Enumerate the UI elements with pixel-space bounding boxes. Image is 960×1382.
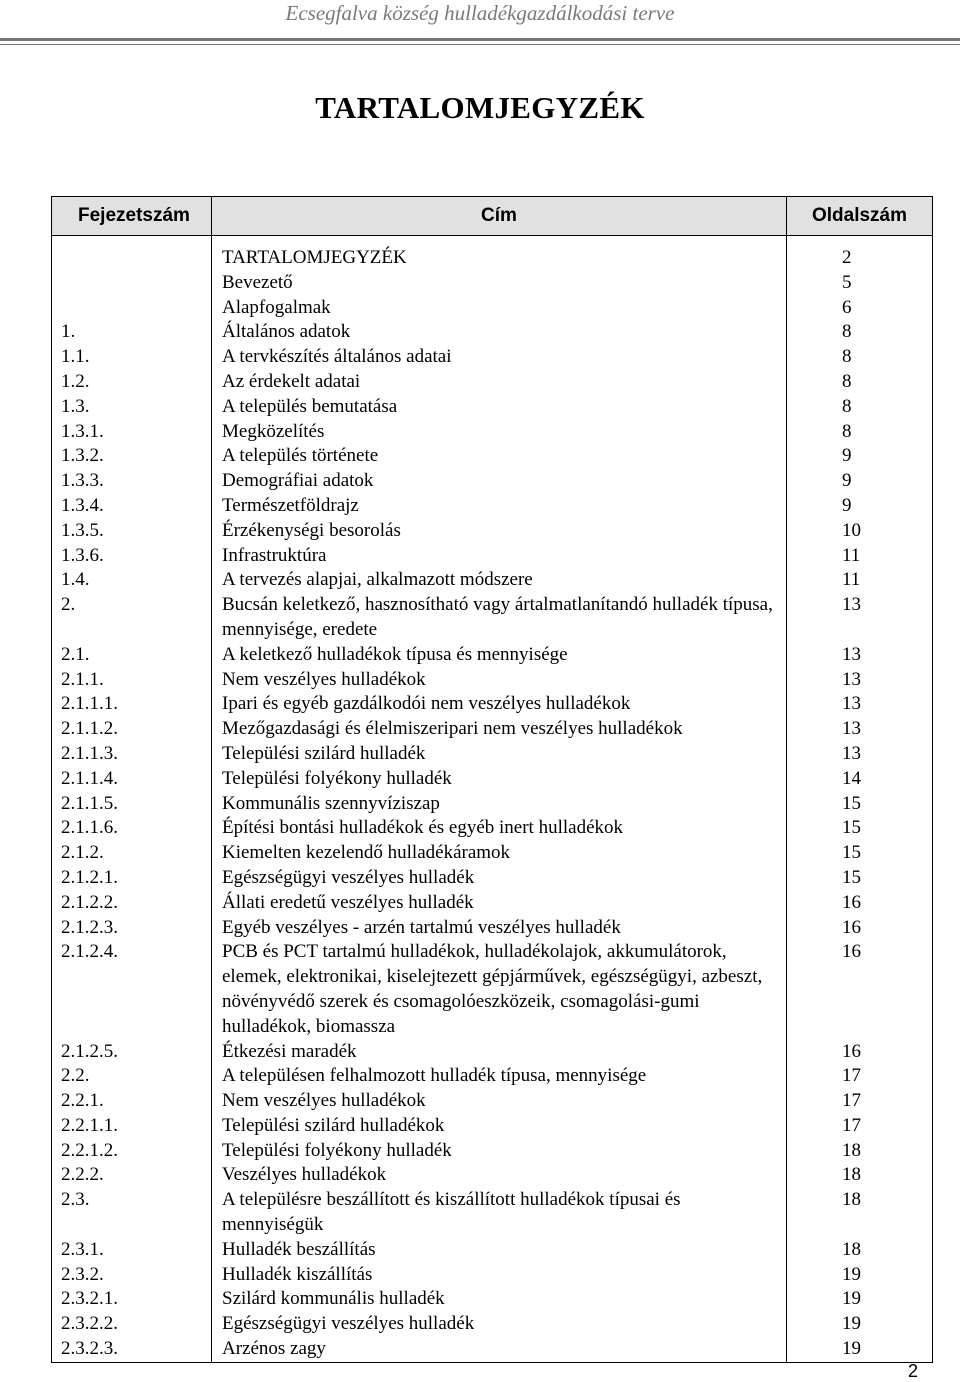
toc-chapter-number: 2.1.2.2. bbox=[52, 891, 212, 916]
toc-chapter-number: 1.3.6. bbox=[52, 544, 212, 569]
toc-page-number: 6 bbox=[787, 296, 933, 321]
toc-page-number: 17 bbox=[787, 1114, 933, 1139]
toc-row bbox=[52, 1238, 933, 1263]
toc-row bbox=[52, 1337, 933, 1362]
toc-entry-title: Egyéb veszélyes - arzén tartalmú veszélyes hulladék bbox=[212, 916, 787, 941]
toc-chapter-number: 2.1.2.1. bbox=[52, 866, 212, 891]
toc-row bbox=[52, 767, 933, 792]
toc-chapter-number: 2.2.1.2. bbox=[52, 1139, 212, 1164]
toc-row bbox=[52, 345, 933, 370]
toc-row bbox=[52, 792, 933, 817]
toc-row bbox=[52, 1114, 933, 1139]
toc-entry-title: Megközelítés bbox=[212, 420, 787, 445]
toc-chapter-number: 2.1.1.5. bbox=[52, 792, 212, 817]
toc-row bbox=[52, 370, 933, 395]
toc-page-number: 16 bbox=[787, 940, 933, 1039]
toc-row bbox=[52, 519, 933, 544]
toc-page-number: 8 bbox=[787, 420, 933, 445]
toc-entry-title: Települési folyékony hulladék bbox=[212, 1139, 787, 1164]
toc-body bbox=[52, 236, 933, 1363]
toc-chapter-number: 1.3.3. bbox=[52, 469, 212, 494]
header-rule bbox=[0, 38, 960, 41]
toc-entry-title: A település bemutatása bbox=[212, 395, 787, 420]
toc-chapter-number bbox=[52, 271, 212, 296]
column-header-chapter: Fejezetszám bbox=[52, 197, 212, 236]
toc-page-number: 10 bbox=[787, 519, 933, 544]
toc-row bbox=[52, 246, 933, 271]
toc-page-number: 15 bbox=[787, 866, 933, 891]
toc-chapter-number: 2.1.1.2. bbox=[52, 717, 212, 742]
toc-entry-title: PCB és PCT tartalmú hulladékok, hulladékolajok, akkumulátorok, elemek, elektronikai, kiselejtezett gépjárművek, egészségügyi, azbeszt, növényvédő szerek és csomagolóeszközeik, csomagolási-gumi hulladékok, biomassza bbox=[212, 940, 787, 1039]
toc-page-number: 11 bbox=[787, 568, 933, 593]
toc-entry-title: Állati eredetű veszélyes hulladék bbox=[212, 891, 787, 916]
toc-page-number: 16 bbox=[787, 891, 933, 916]
toc-page-number: 13 bbox=[787, 668, 933, 693]
toc-entry-title: Egészségügyi veszélyes hulladék bbox=[212, 1312, 787, 1337]
toc-chapter-number: 2.1.2.4. bbox=[52, 940, 212, 1039]
running-header: Ecsegfalva község hulladékgazdálkodási terve bbox=[285, 1, 675, 25]
toc-entry-title: Szilárd kommunális hulladék bbox=[212, 1287, 787, 1312]
toc-row bbox=[52, 1312, 933, 1337]
toc-chapter-number: 2.2.1. bbox=[52, 1089, 212, 1114]
toc-page-number: 17 bbox=[787, 1089, 933, 1114]
toc-row bbox=[52, 1163, 933, 1188]
toc-page-number: 16 bbox=[787, 916, 933, 941]
toc-chapter-number: 2.1.1.6. bbox=[52, 816, 212, 841]
toc-row bbox=[52, 395, 933, 420]
toc-row bbox=[52, 866, 933, 891]
toc-page-number: 13 bbox=[787, 692, 933, 717]
toc-page-number: 14 bbox=[787, 767, 933, 792]
toc-chapter-number: 2.1.1. bbox=[52, 668, 212, 693]
toc-page-number: 15 bbox=[787, 792, 933, 817]
toc-row bbox=[52, 1139, 933, 1164]
toc-page-number: 9 bbox=[787, 469, 933, 494]
toc-page-number: 11 bbox=[787, 544, 933, 569]
toc-row bbox=[52, 668, 933, 693]
toc-row bbox=[52, 940, 933, 1039]
toc-entry-title: Veszélyes hulladékok bbox=[212, 1163, 787, 1188]
toc-page-number: 8 bbox=[787, 395, 933, 420]
toc-entry-title: Települési folyékony hulladék bbox=[212, 767, 787, 792]
toc-row bbox=[52, 1287, 933, 1312]
toc-entry-title: Demográfiai adatok bbox=[212, 469, 787, 494]
toc-row bbox=[52, 816, 933, 841]
toc-page-number: 9 bbox=[787, 494, 933, 519]
toc-row bbox=[52, 742, 933, 767]
page-number: 2 bbox=[908, 1361, 919, 1381]
toc-row bbox=[52, 296, 933, 321]
toc-row bbox=[52, 568, 933, 593]
toc-row bbox=[52, 320, 933, 345]
toc-entry-title: Étkezési maradék bbox=[212, 1040, 787, 1065]
toc-page-number: 15 bbox=[787, 841, 933, 866]
toc-chapter-number: 2.1.2. bbox=[52, 841, 212, 866]
toc-entry-title: Érzékenységi besorolás bbox=[212, 519, 787, 544]
toc-chapter-number: 2.3.1. bbox=[52, 1238, 212, 1263]
toc-page-number: 5 bbox=[787, 271, 933, 296]
toc-entry-title: Bevezető bbox=[212, 271, 787, 296]
toc-chapter-number: 2.2. bbox=[52, 1064, 212, 1089]
toc-chapter-number: 2.1.1.1. bbox=[52, 692, 212, 717]
toc-chapter-number: 2.1.1.4. bbox=[52, 767, 212, 792]
toc-row bbox=[52, 593, 933, 643]
toc-entry-title: Általános adatok bbox=[212, 320, 787, 345]
toc-chapter-number: 1.3.5. bbox=[52, 519, 212, 544]
toc-page-number: 19 bbox=[787, 1312, 933, 1337]
toc-chapter-number: 1. bbox=[52, 320, 212, 345]
toc-row bbox=[52, 643, 933, 668]
toc-entry-title: Építési bontási hulladékok és egyéb inert hulladékok bbox=[212, 816, 787, 841]
toc-entry-title: Az érdekelt adatai bbox=[212, 370, 787, 395]
toc-chapter-number: 2.3. bbox=[52, 1188, 212, 1238]
toc-page-number: 13 bbox=[787, 593, 933, 643]
toc-row bbox=[52, 1263, 933, 1288]
toc-row bbox=[52, 444, 933, 469]
toc-chapter-number: 2. bbox=[52, 593, 212, 643]
toc-page-number: 9 bbox=[787, 444, 933, 469]
toc-page-number: 13 bbox=[787, 742, 933, 767]
toc-chapter-number: 2.1.1.3. bbox=[52, 742, 212, 767]
toc-row bbox=[52, 717, 933, 742]
toc-entry-title: Nem veszélyes hulladékok bbox=[212, 668, 787, 693]
toc-entry-title: A tervezés alapjai, alkalmazott módszere bbox=[212, 568, 787, 593]
toc-entry-title: A keletkező hulladékok típusa és mennyisége bbox=[212, 643, 787, 668]
toc-page-number: 18 bbox=[787, 1238, 933, 1263]
toc-page-number: 13 bbox=[787, 643, 933, 668]
toc-page-number: 19 bbox=[787, 1337, 933, 1362]
toc-entry-title: Mezőgazdasági és élelmiszeripari nem veszélyes hulladékok bbox=[212, 717, 787, 742]
toc-entry-title: Települési szilárd hulladék bbox=[212, 742, 787, 767]
toc-row bbox=[52, 1089, 933, 1114]
toc-entry-title: A településre beszállított és kiszállított hulladékok típusai és mennyiségük bbox=[212, 1188, 787, 1238]
toc-row bbox=[52, 692, 933, 717]
toc-entry-title: A tervkészítés általános adatai bbox=[212, 345, 787, 370]
toc-page-number: 18 bbox=[787, 1188, 933, 1238]
toc-entry-title: Nem veszélyes hulladékok bbox=[212, 1089, 787, 1114]
toc-page-number: 8 bbox=[787, 345, 933, 370]
toc-entry-title: Települési szilárd hulladékok bbox=[212, 1114, 787, 1139]
toc-chapter-number: 1.3. bbox=[52, 395, 212, 420]
toc-page-number: 15 bbox=[787, 816, 933, 841]
header-rule-thin bbox=[0, 44, 960, 45]
toc-chapter-number: 2.2.1.1. bbox=[52, 1114, 212, 1139]
toc-chapter-number: 1.1. bbox=[52, 345, 212, 370]
toc-row bbox=[52, 494, 933, 519]
toc-entry-title: TARTALOMJEGYZÉK bbox=[212, 246, 787, 271]
toc-entry-title: Hulladék beszállítás bbox=[212, 1238, 787, 1263]
toc-page-number: 18 bbox=[787, 1139, 933, 1164]
toc-row bbox=[52, 469, 933, 494]
toc-chapter-number: 2.3.2.1. bbox=[52, 1287, 212, 1312]
toc-entry-title: Ipari és egyéb gazdálkodói nem veszélyes hulladékok bbox=[212, 692, 787, 717]
column-header-page: Oldalszám bbox=[787, 197, 933, 236]
toc-chapter-number: 1.4. bbox=[52, 568, 212, 593]
toc-spacer bbox=[52, 236, 933, 247]
toc-chapter-number bbox=[52, 246, 212, 271]
toc-chapter-number: 2.3.2. bbox=[52, 1263, 212, 1288]
toc-page-number: 19 bbox=[787, 1287, 933, 1312]
toc-page-number: 13 bbox=[787, 717, 933, 742]
toc-entry-title: A település története bbox=[212, 444, 787, 469]
toc-entry-title: Egészségügyi veszélyes hulladék bbox=[212, 866, 787, 891]
toc-page-number: 19 bbox=[787, 1263, 933, 1288]
toc-entry-title: Arzénos zagy bbox=[212, 1337, 787, 1362]
toc-row bbox=[52, 544, 933, 569]
toc-page-number: 2 bbox=[787, 246, 933, 271]
toc-chapter-number: 1.2. bbox=[52, 370, 212, 395]
toc-row bbox=[52, 1064, 933, 1089]
toc-page-number: 8 bbox=[787, 370, 933, 395]
toc-entry-title: Alapfogalmak bbox=[212, 296, 787, 321]
toc-entry-title: Természetföldrajz bbox=[212, 494, 787, 519]
toc-row bbox=[52, 271, 933, 296]
toc-row bbox=[52, 916, 933, 941]
toc-page-number: 8 bbox=[787, 320, 933, 345]
toc-entry-title: Kiemelten kezelendő hulladékáramok bbox=[212, 841, 787, 866]
toc-row bbox=[52, 1188, 933, 1238]
toc-page-number: 16 bbox=[787, 1040, 933, 1065]
toc-row bbox=[52, 841, 933, 866]
toc-chapter-number: 2.3.2.3. bbox=[52, 1337, 212, 1362]
toc-chapter-number: 2.1.2.3. bbox=[52, 916, 212, 941]
toc-entry-title: Infrastruktúra bbox=[212, 544, 787, 569]
toc-row bbox=[52, 891, 933, 916]
toc-entry-title: A településen felhalmozott hulladék típusa, mennyisége bbox=[212, 1064, 787, 1089]
toc-chapter-number: 1.3.1. bbox=[52, 420, 212, 445]
page-title: TARTALOMJEGYZÉK bbox=[315, 90, 645, 125]
toc-page-number: 18 bbox=[787, 1163, 933, 1188]
toc-entry-title: Bucsán keletkező, hasznosítható vagy ártalmatlanítandó hulladék típusa, mennyisége, eredete bbox=[212, 593, 787, 643]
toc-chapter-number: 2.2.2. bbox=[52, 1163, 212, 1188]
toc-table bbox=[51, 196, 933, 1363]
toc-page-number: 17 bbox=[787, 1064, 933, 1089]
toc-row bbox=[52, 420, 933, 445]
toc-entry-title: Kommunális szennyvíziszap bbox=[212, 792, 787, 817]
toc-header-row bbox=[52, 197, 933, 236]
toc-row bbox=[52, 1040, 933, 1065]
toc-chapter-number: 2.1.2.5. bbox=[52, 1040, 212, 1065]
toc-entry-title: Hulladék kiszállítás bbox=[212, 1263, 787, 1288]
toc-chapter-number: 1.3.4. bbox=[52, 494, 212, 519]
toc-chapter-number: 2.1. bbox=[52, 643, 212, 668]
toc-chapter-number: 2.3.2.2. bbox=[52, 1312, 212, 1337]
column-header-title: Cím bbox=[212, 197, 787, 236]
toc-chapter-number: 1.3.2. bbox=[52, 444, 212, 469]
toc-chapter-number bbox=[52, 296, 212, 321]
